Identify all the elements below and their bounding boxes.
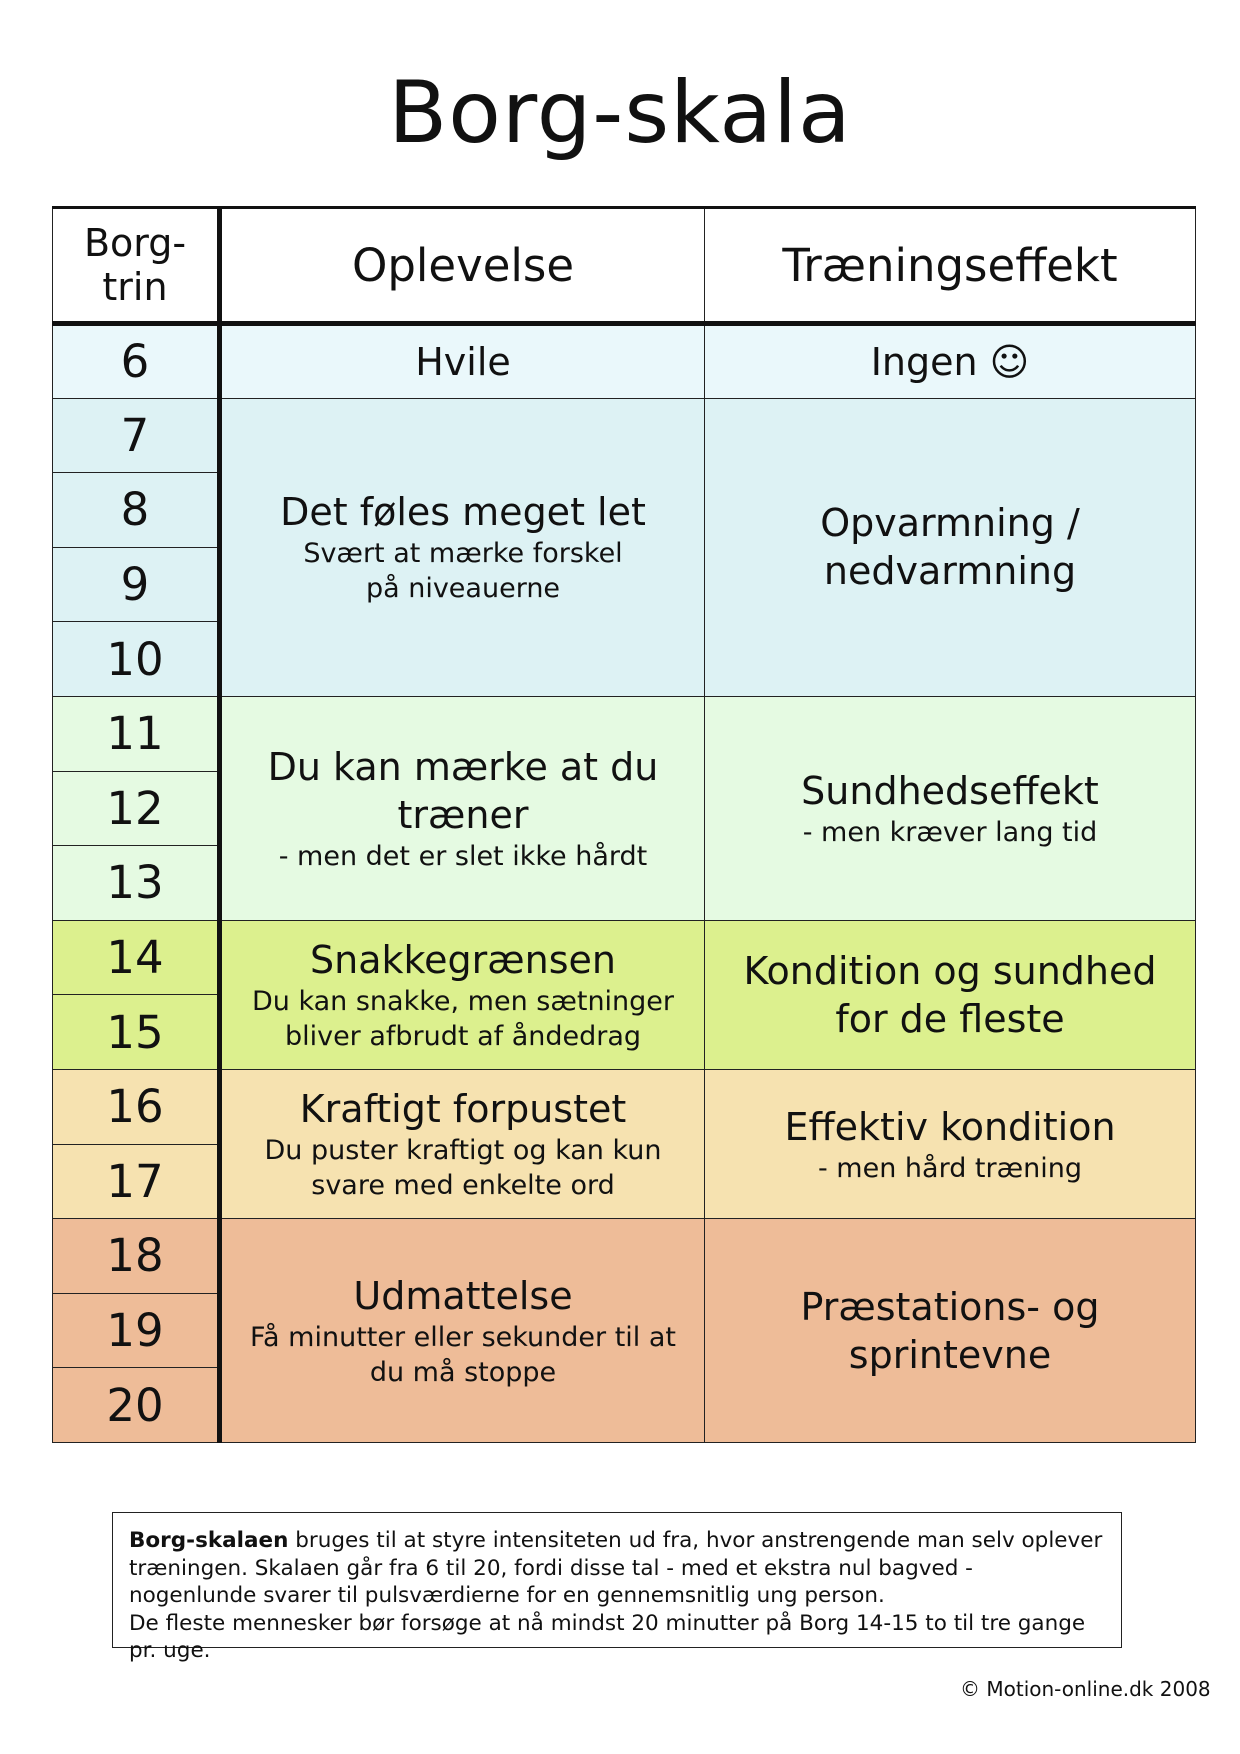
- effect-main: Opvarmning / nedvarmning: [820, 501, 1080, 594]
- borg-level: 8: [53, 473, 220, 548]
- effect-sub: - men hård træning: [817, 1152, 1082, 1184]
- borg-level: 19: [53, 1293, 220, 1368]
- table-header-row: [53, 208, 1196, 324]
- effect-cell: [705, 1069, 1196, 1218]
- experience-cell: [220, 1219, 705, 1443]
- borg-level: 7: [53, 398, 220, 473]
- effect-main: Ingen ☺: [870, 339, 1030, 384]
- effect-cell: [705, 920, 1196, 1069]
- borg-level: 16: [53, 1069, 220, 1144]
- borg-level: 15: [53, 995, 220, 1070]
- copyright: © Motion-online.dk 2008: [960, 1677, 1211, 1701]
- effect-main: Præstations- og sprintevne: [800, 1284, 1100, 1377]
- borg-level: 11: [53, 696, 220, 771]
- note-text: bruges til at styre intensiteten ud fra, hvor anstrengende man selv oplever træningen. Skalaen går fra 6 til 20, fordi disse tal - med et ekstra nul bagved - nogenlunde svarer til pulsværdierne for en gennemsnitlig ung person.: [129, 1528, 1103, 1608]
- borg-level: 10: [53, 622, 220, 697]
- borg-level: 17: [53, 1144, 220, 1219]
- header-traeningseffekt: Træningseffekt: [705, 208, 1196, 324]
- table-row: [53, 696, 1196, 771]
- table-row: [53, 1069, 1196, 1144]
- header-oplevelse: Oplevelse: [220, 208, 705, 324]
- info-note-box: [112, 1512, 1122, 1663]
- table-row: [53, 324, 1196, 399]
- experience-cell: [220, 398, 705, 696]
- effect-main: Effektiv kondition: [784, 1104, 1116, 1149]
- effect-main: Sundhedseffekt: [801, 768, 1099, 813]
- table-row: [53, 398, 1196, 473]
- experience-main: Det føles meget let: [280, 490, 646, 535]
- experience-sub: - men det er slet ikke hårdt: [278, 840, 648, 872]
- experience-sub: Du kan snakke, men sætninger bliver afbrudt af åndedrag: [251, 985, 675, 1052]
- borg-level: 14: [53, 920, 220, 995]
- experience-cell: [220, 1069, 705, 1218]
- effect-sub: - men kræver lang tid: [802, 816, 1098, 848]
- borg-scale-table: [52, 206, 1196, 1443]
- table-row: [53, 1219, 1196, 1294]
- experience-sub: Svært at mærke forskel på niveauerne: [303, 538, 623, 605]
- experience-main: Kraftigt forpustet: [299, 1087, 627, 1132]
- experience-sub: Du puster kraftigt og kan kun svare med enkelte ord: [264, 1135, 662, 1202]
- effect-cell: [705, 398, 1196, 696]
- experience-cell: [220, 696, 705, 920]
- borg-level: 13: [53, 846, 220, 921]
- experience-main: Hvile: [415, 339, 511, 384]
- borg-level: 6: [53, 324, 220, 399]
- experience-sub: Få minutter eller sekunder til at du må stoppe: [249, 1321, 677, 1388]
- experience-cell: [220, 324, 705, 399]
- experience-main: Du kan mærke at du træner: [267, 744, 659, 837]
- page-title: Borg-skala: [388, 63, 852, 163]
- borg-level: 12: [53, 771, 220, 846]
- borg-level: 9: [53, 547, 220, 622]
- borg-level: 20: [53, 1368, 220, 1443]
- effect-cell: [705, 696, 1196, 920]
- experience-main: Snakkegrænsen: [310, 937, 616, 982]
- experience-main: Udmattelse: [353, 1273, 573, 1318]
- borg-level: 18: [53, 1219, 220, 1294]
- note-bold-term: Borg-skalaen: [129, 1528, 289, 1553]
- effect-main: Kondition og sundhed for de fleste: [743, 948, 1157, 1041]
- effect-cell: [705, 324, 1196, 399]
- table-row: [53, 920, 1196, 995]
- experience-cell: [220, 920, 705, 1069]
- note-text-2: De fleste mennesker bør forsøge at nå mindst 20 minutter på Borg 14-15 to til tre gange pr. uge.: [129, 1610, 1086, 1663]
- header-borg-trin: Borg- trin: [53, 208, 220, 324]
- effect-cell: [705, 1219, 1196, 1443]
